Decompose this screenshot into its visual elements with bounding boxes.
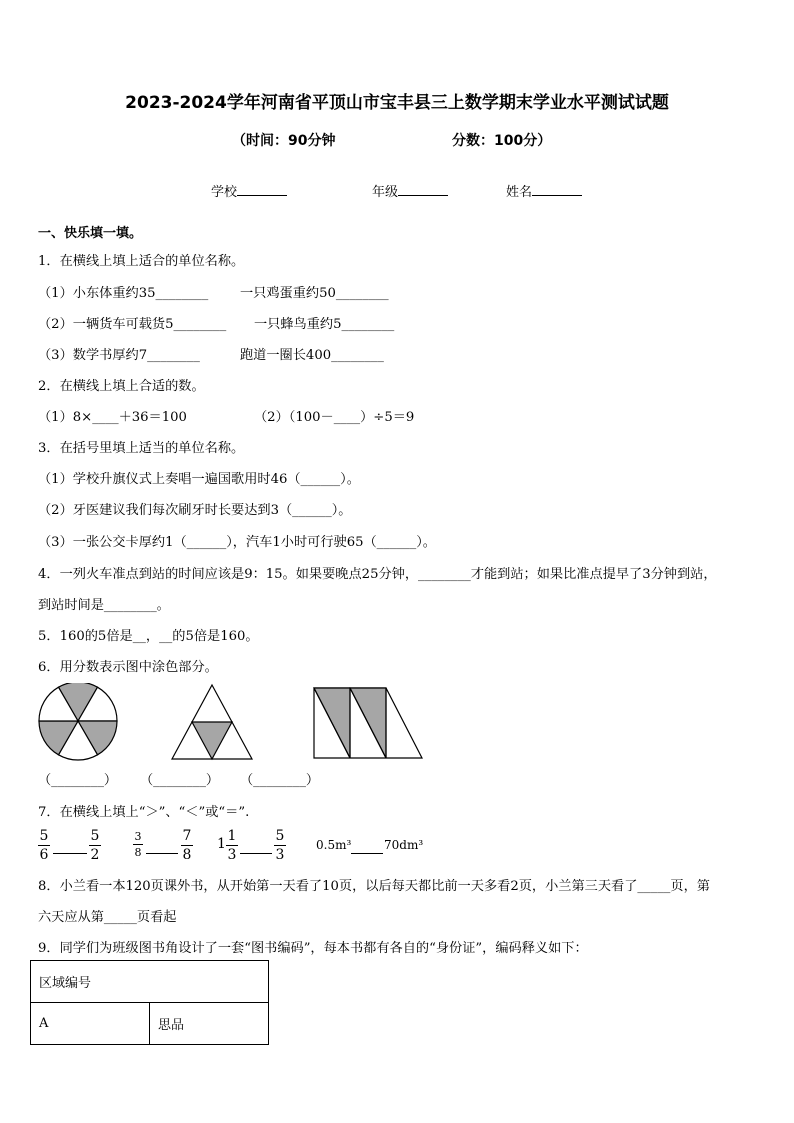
q7-volume-left: 0.5m³ [316,838,352,852]
q6-answer-1[interactable]: （________） [38,773,118,788]
q7-fraction-6: 5 3 [275,828,285,863]
q7-whole-number: 1 [217,836,226,852]
table-cell-code: A [31,1003,150,1045]
q7-blank-4[interactable] [351,853,383,854]
school-label: 学校 [211,185,238,200]
q2-part1: （1）8×____＋36＝100 [38,410,187,425]
q1-row3-b: 跑道一圈长400________ [240,348,384,363]
q7-fraction-5: 1 3 [227,828,237,863]
exam-time: （时间：90分钟 [232,133,336,149]
q1-row1-a: （1）小东体重约35________ [38,286,209,301]
exam-score: 分数：100分） [452,133,552,149]
q3-part2: （2）牙医建议我们每次刷牙时长要达到3（______）。 [38,503,352,518]
q6-stem: 6．用分数表示图中涂色部分。 [38,660,218,675]
q6-answer-2[interactable]: （________） [140,773,220,788]
section-heading: 一、快乐填一填。 [38,226,143,241]
q4-line2: 到站时间是________。 [38,598,170,613]
q8-line1: 8．小兰看一本120页课外书，从开始第一天看了10页，以后每天都比前一天多看2页，小兰第三天看了_____页，第 [38,879,710,894]
q8-line2: 六天应从第_____页看起 [38,910,177,925]
table-cell-name: 思品 [150,1003,269,1045]
grade-blank[interactable] [398,182,448,196]
parallelogram-figure [312,686,424,760]
q2-stem: 2．在横线上填上合适的数。 [38,379,205,394]
q7-blank-2[interactable] [146,853,178,854]
name-blank[interactable] [532,182,582,196]
q3-part3: （3）一张公交卡厚约1（______），汽车1小时可行驶65（______）。 [38,535,436,550]
triangle-figure [170,683,254,761]
q7-fraction-1: 5 6 [39,828,49,863]
q7-fraction-3: 3 8 [134,830,142,859]
q4-line1: 4．一列火车准点到站的时间应该是9：15。如果要晚点25分钟，________才能到站；如果比准点提早了3分钟到站， [38,567,717,582]
grade-field[interactable] [372,181,448,200]
q1-row2-a: （2）一辆货车可载货5________ [38,317,227,332]
q6-answer-3[interactable]: （________） [240,773,320,788]
code-table [30,960,269,1045]
school-field[interactable] [211,181,287,200]
q3-part1: （1）学校升旗仪式上奏唱一遍国歌用时46（______）。 [38,472,360,487]
table-row [31,961,269,1003]
name-label: 姓名 [506,185,533,200]
q1-row3-a: （3）数学书厚约7________ [38,348,200,363]
q5: 5．160的5倍是__，__的5倍是160。 [38,629,259,644]
q3-stem: 3．在括号里填上适当的单位名称。 [38,441,245,456]
q9-stem: 9．同学们为班级图书角设计了一套“图书编码”，每本书都有各自的“身份证”，编码释义如下： [38,941,588,956]
circle-figure [36,683,122,761]
page-title: 2023-2024学年河南省平顶山市宝丰县三上数学期末学业水平测试试题 [125,93,669,113]
q1-stem: 1．在横线上填上适合的单位名称。 [38,254,245,269]
table-header-cell: 区域编号 [31,961,269,1003]
q1-row1-b: 一只鸡蛋重约50________ [240,286,389,301]
q7-fraction-4: 7 8 [182,828,192,863]
table-row [31,1003,269,1045]
q7-stem: 7．在横线上填上“＞”、“＜”或“＝”. [38,805,250,820]
school-blank[interactable] [237,182,287,196]
q2-part2: （2）（100－____）÷5＝9 [254,410,415,425]
q7-fraction-2: 5 2 [90,828,100,863]
q7-volume-right: 70dm³ [384,838,424,852]
q7-blank-1[interactable] [53,853,87,854]
q1-row2-b: 一只蜂鸟重约5________ [254,317,395,332]
grade-label: 年级 [372,185,399,200]
name-field[interactable] [506,181,582,200]
q7-blank-3[interactable] [240,853,272,854]
